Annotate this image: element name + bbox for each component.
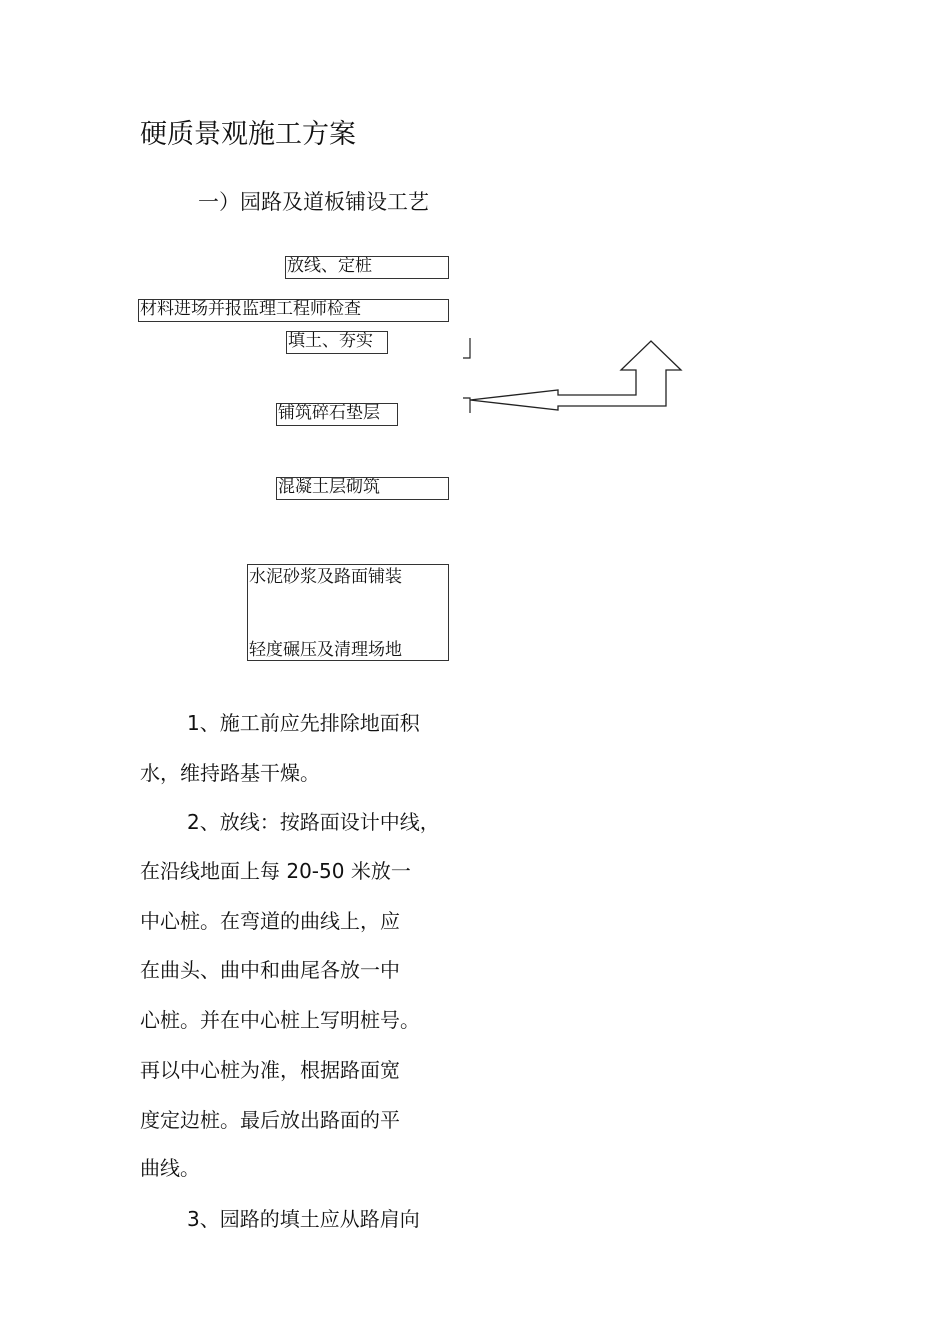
flow-step-label: 轻度碾压及清理场地 [249, 640, 402, 660]
body-line: 中心桩。在弯道的曲线上，应 [140, 909, 400, 933]
body-line: 曲线。 [140, 1156, 200, 1180]
body-line: 3、园路的填土应从路肩向 [187, 1207, 420, 1231]
document-title: 硬质景观施工方案 [140, 119, 356, 150]
bracket-marks [463, 338, 470, 413]
bent-arrow-icon [470, 341, 681, 410]
section-heading: 一）园路及道板铺设工艺 [198, 190, 429, 214]
flow-step-label: 放线、定桩 [287, 256, 372, 276]
flow-step-label: 填土、夯实 [288, 331, 373, 351]
flow-step-label: 水泥砂浆及路面铺装 [249, 567, 402, 587]
flow-step-label: 铺筑碎石垫层 [278, 403, 380, 423]
body-line: 度定边桩。最后放出路面的平 [140, 1108, 400, 1132]
body-line: 在曲头、曲中和曲尾各放一中 [140, 958, 400, 982]
body-line: 1、施工前应先排除地面积 [187, 711, 420, 735]
body-line: 在沿线地面上每 20-50 米放一 [140, 859, 411, 883]
body-line: 再以中心桩为准，根据路面宽 [140, 1058, 400, 1082]
flow-step-label: 混凝土层砌筑 [278, 477, 380, 497]
body-line: 水，维持路基干燥。 [140, 761, 320, 785]
flow-step-label: 材料进场并报监理工程师检查 [140, 299, 361, 319]
body-line: 2、放线：按路面设计中线， [187, 810, 440, 834]
body-line: 心桩。并在中心桩上写明桩号。 [140, 1008, 420, 1032]
